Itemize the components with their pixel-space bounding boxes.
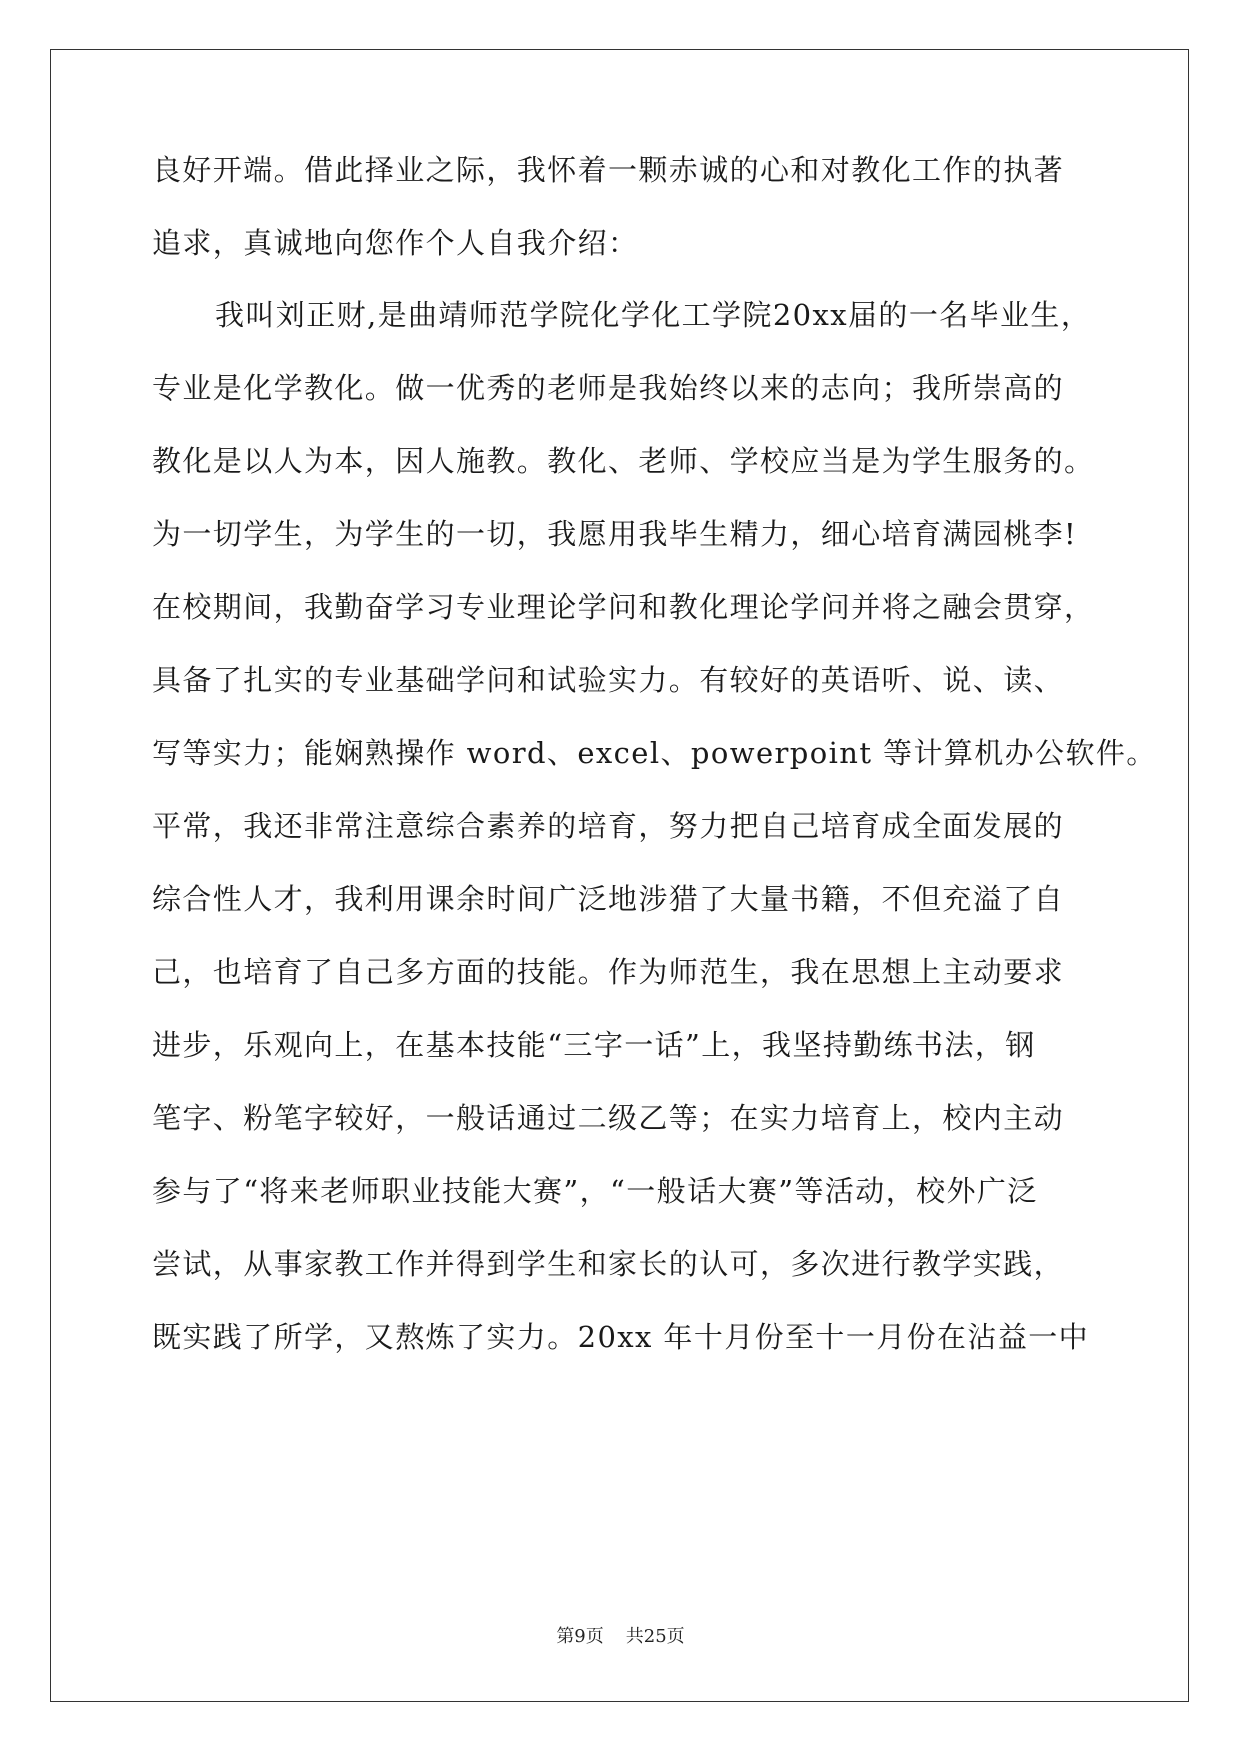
text-line: 尝试，从事家教工作并得到学生和家长的认可，多次进行教学实践，: [152, 1247, 1065, 1281]
text-line: 具备了扎实的专业基础学问和试验实力。有较好的英语听、说、读、: [152, 663, 1065, 697]
text-line: 平常，我还非常注意综合素养的培育，努力把自己培育成全面发展的: [152, 809, 1065, 843]
text-line: 教化是以人为本，因人施教。教化、老师、学校应当是为学生服务的。: [152, 444, 1095, 478]
text-line: 在校期间，我勤奋学习专业理论学问和教化理论学问并将之融会贯穿，: [152, 590, 1095, 624]
page-total: 共25页: [625, 1626, 685, 1647]
text-line: 参与了“将来老师职业技能大赛”，“一般话大赛”等活动，校外广泛: [152, 1174, 1038, 1208]
page-footer: [0, 1622, 1241, 1648]
text-line: 写等实力；能娴熟操作 word、excel、powerpoint 等计算机办公软件。: [152, 736, 1157, 770]
text-line: 笔字、粉笔字较好，一般话通过二级乙等；在实力培育上，校内主动: [152, 1101, 1065, 1135]
text-line: 既实践了所学，又熬炼了实力。20xx 年十月份至十一月份在沾益一中: [152, 1320, 1090, 1354]
text-line: 追求，真诚地向您作个人自我介绍：: [152, 226, 639, 260]
text-line: 进步，乐观向上，在基本技能“三字一话”上，我坚持勤练书法，钢: [152, 1028, 1036, 1062]
text-line: 良好开端。借此择业之际，我怀着一颗赤诚的心和对教化工作的执著: [152, 153, 1065, 187]
page-number: 第9页: [556, 1626, 604, 1647]
text-line: 专业是化学教化。做一优秀的老师是我始终以来的志向；我所崇高的: [152, 371, 1065, 405]
paragraph-first-line: 我叫刘正财,是曲靖师范学院化学化工学院20xx届的一名毕业生，: [215, 298, 1092, 332]
text-line: 为一切学生，为学生的一切，我愿用我毕生精力，细心培育满园桃李!: [152, 517, 1078, 551]
text-line: 己，也培育了自己多方面的技能。作为师范生，我在思想上主动要求: [152, 955, 1065, 989]
text-line: 综合性人才，我利用课余时间广泛地涉猎了大量书籍，不但充溢了自: [152, 882, 1065, 916]
